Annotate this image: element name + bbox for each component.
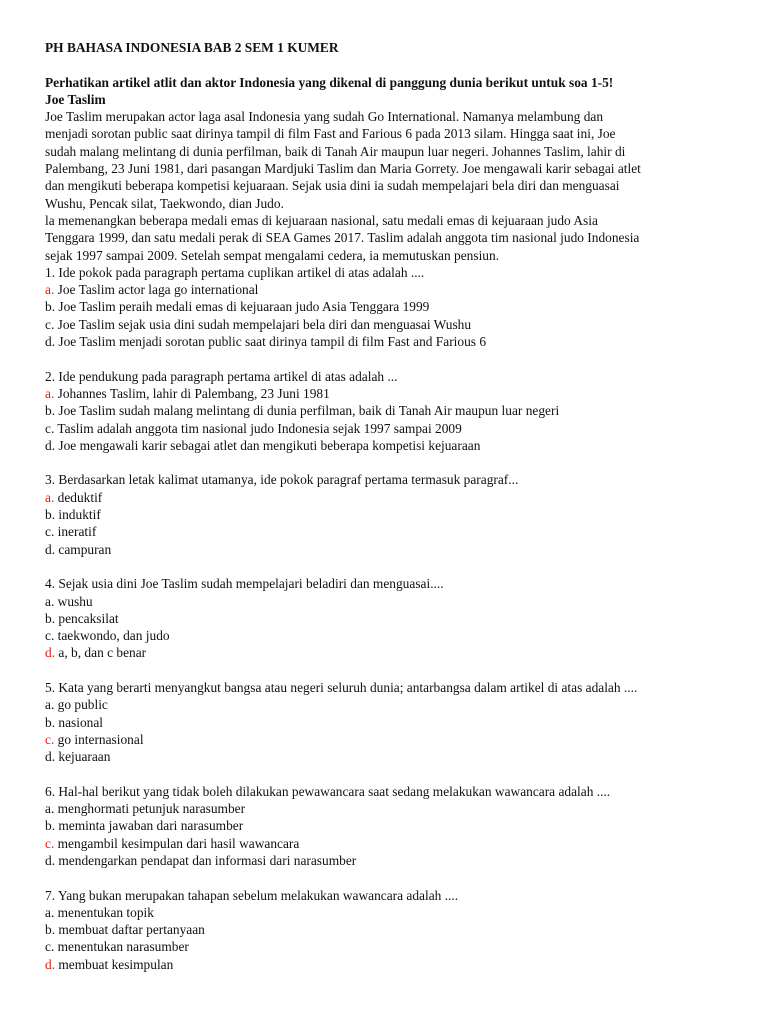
option-letter: d. (45, 437, 56, 453)
answer-option (45, 298, 728, 315)
option-letter: b. (45, 403, 56, 419)
option-letter: b. (45, 299, 56, 315)
answer-option (45, 281, 728, 298)
answer-option (45, 523, 728, 540)
answer-option (45, 852, 728, 869)
answer-option (45, 800, 728, 817)
option-text: pencaksilat (55, 610, 119, 626)
option-text: nasional (55, 714, 104, 730)
option-letter: a. (45, 593, 55, 609)
paragraph-line: Palembang, 23 Juni 1981, dari pasangan Mardjuki Taslim dan Maria Gorrety. Joe mengawali karir sebagai atlet (45, 161, 641, 177)
option-letter: d. (45, 749, 56, 765)
option-text: Johannes Taslim, lahir di Palembang, 23 Juni 1981 (54, 385, 330, 401)
document-title: PH BAHASA INDONESIA BAB 2 SEM 1 KUMER (45, 40, 339, 55)
answer-option (45, 817, 728, 834)
option-text: Joe Taslim actor laga go international (54, 282, 259, 298)
option-text: membuat daftar pertanyaan (55, 922, 205, 938)
answer-option (45, 731, 728, 748)
correct-answer-letter: a. (45, 385, 55, 401)
question-text: 6. Hal-hal berikut yang tidak boleh dilakukan pewawancara saat sedang melakukan wawancara adalah .... (45, 783, 611, 799)
answer-option (45, 921, 728, 938)
option-letter: b. (45, 610, 56, 626)
option-text: Taslim adalah anggota tim nasional judo Indonesia sejak 1997 sampai 2009 (54, 420, 462, 436)
article-subject: Joe Taslim (45, 91, 106, 107)
answer-option (45, 714, 728, 731)
answer-option (45, 696, 728, 713)
option-letter: a. (45, 801, 55, 817)
paragraph-line: menjadi sorotan public saat dirinya tampil di film Fast and Farious 6 pada 2013 silam. Hingga saat ini, Joe (45, 126, 616, 142)
option-letter: d. (45, 541, 56, 557)
correct-answer-letter: c. (45, 731, 55, 747)
option-text: menentukan topik (54, 904, 154, 920)
option-letter: c. (45, 939, 55, 955)
question-4 (45, 575, 728, 661)
option-letter: a. (45, 697, 55, 713)
option-text: go public (54, 697, 108, 713)
question-5 (45, 679, 728, 765)
question-text: 4. Sejak usia dini Joe Taslim sudah mempelajari beladiri dan menguasai.... (45, 576, 444, 592)
option-text: membuat kesimpulan (55, 956, 174, 972)
option-text: campuran (55, 541, 112, 557)
correct-answer-letter: d. (45, 645, 56, 661)
option-text: menghormati petunjuk narasumber (54, 801, 246, 817)
paragraph-line: sejak 1997 sampai 2009. Setelah sempat mengalami cedera, ia memutuskan pensiun. (45, 247, 500, 263)
answer-option (45, 956, 728, 973)
answer-option (45, 938, 728, 955)
option-letter: c. (45, 316, 55, 332)
correct-answer-letter: a. (45, 489, 55, 505)
paragraph-line: Tenggara 1999, dan satu medali perak di SEA Games 2017. Taslim adalah anggota tim nasional judo Indonesia (45, 230, 640, 246)
option-text: ineratif (54, 524, 97, 540)
option-text: Joe Taslim peraih medali emas di kejuaraan judo Asia Tenggara 1999 (55, 299, 430, 315)
answer-option (45, 644, 728, 661)
paragraph-line: sudah malang melintang di dunia perfilman, baik di Tanah Air maupun luar negeri. Johannes Taslim, lahir di (45, 143, 626, 159)
answer-option (45, 627, 728, 644)
question-text: 3. Berdasarkan letak kalimat utamanya, ide pokok paragraf pertama termasuk paragraf... (45, 472, 519, 488)
answer-option (45, 506, 728, 523)
answer-option (45, 316, 728, 333)
option-text: mengambil kesimpulan dari hasil wawancara (54, 835, 300, 851)
option-letter: c. (45, 420, 55, 436)
option-text: Joe Taslim menjadi sorotan public saat dirinya tampil di film Fast and Farious 6 (55, 334, 487, 350)
question-text: 7. Yang bukan merupakan tahapan sebelum melakukan wawancara adalah .... (45, 887, 459, 903)
answer-option (45, 437, 728, 454)
question-text: 5. Kata yang berarti menyangkut bangsa atau negeri seluruh dunia; antarbangsa dalam artikel di atas adalah .... (45, 679, 638, 695)
option-letter: b. (45, 818, 56, 834)
option-text: deduktif (54, 489, 103, 505)
paragraph-line: Joe Taslim merupakan actor laga asal Indonesia yang sudah Go International. Namanya melambung dan (45, 109, 604, 125)
question-3 (45, 471, 728, 557)
answer-option (45, 541, 728, 558)
option-letter: b. (45, 922, 56, 938)
option-letter: b. (45, 714, 56, 730)
answer-option (45, 904, 728, 921)
correct-answer-letter: d. (45, 956, 56, 972)
option-text: taekwondo, dan judo (54, 628, 170, 644)
question-text: 1. Ide pokok pada paragraph pertama cuplikan artikel di atas adalah .... (45, 264, 425, 280)
correct-answer-letter: c. (45, 835, 55, 851)
option-text: a, b, dan c benar (55, 645, 147, 661)
answer-option (45, 385, 728, 402)
option-text: induktif (55, 507, 101, 523)
question-list (45, 264, 728, 973)
paragraph-line: Wushu, Pencak silat, Taekwondo, dian Judo. (45, 195, 284, 211)
answer-option (45, 593, 728, 610)
question-6 (45, 783, 728, 869)
option-text: wushu (54, 593, 93, 609)
question-7 (45, 887, 728, 973)
option-text: meminta jawaban dari narasumber (55, 818, 244, 834)
article-paragraph-2 (45, 212, 728, 264)
article-instruction: Perhatikan artikel atlit dan aktor Indonesia yang dikenal di panggung dunia berikut untuk soa 1-5! (45, 74, 614, 90)
option-letter: a. (45, 904, 55, 920)
answer-option (45, 402, 728, 419)
option-letter: c. (45, 628, 55, 644)
option-text: go internasional (54, 731, 144, 747)
option-text: Joe Taslim sudah malang melintang di dunia perfilman, baik di Tanah Air maupun luar negeri (55, 403, 560, 419)
question-1 (45, 264, 728, 350)
answer-option (45, 835, 728, 852)
answer-option (45, 333, 728, 350)
paragraph-line: la memenangkan beberapa medali emas di kejuaraan nasional, satu medali emas di kejuaraan judo Asia (45, 212, 598, 228)
answer-option (45, 610, 728, 627)
option-text: kejuaraan (55, 749, 111, 765)
article-paragraph-1 (45, 108, 728, 212)
correct-answer-letter: a. (45, 282, 55, 298)
option-text: Joe mengawali karir sebagai atlet dan mengikuti beberapa kompetisi kejuaraan (55, 437, 481, 453)
question-2 (45, 368, 728, 454)
question-text: 2. Ide pendukung pada paragraph pertama artikel di atas adalah ... (45, 368, 398, 384)
option-text: Joe Taslim sejak usia dini sudah mempelajari bela diri dan menguasai Wushu (54, 316, 472, 332)
option-letter: c. (45, 524, 55, 540)
option-letter: b. (45, 507, 56, 523)
option-letter: d. (45, 334, 56, 350)
option-text: mendengarkan pendapat dan informasi dari narasumber (55, 852, 357, 868)
paragraph-line: dan mengikuti beberapa kompetisi kejuaraan. Sejak usia dini ia sudah mempelajari bela diri dan menguasai (45, 178, 620, 194)
answer-option (45, 420, 728, 437)
answer-option (45, 748, 728, 765)
option-text: menentukan narasumber (54, 939, 189, 955)
option-letter: d. (45, 852, 56, 868)
answer-option (45, 489, 728, 506)
